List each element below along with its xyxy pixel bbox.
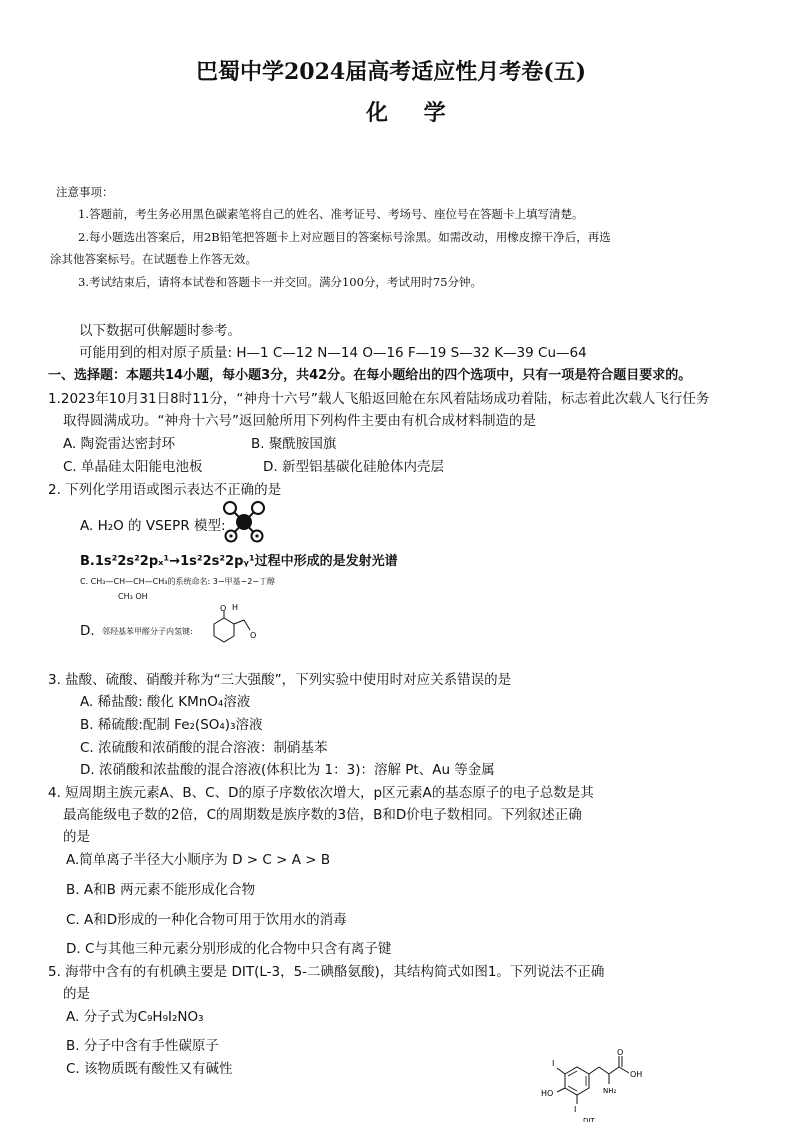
salicylaldehyde-structure xyxy=(200,603,260,648)
data-info-line1: 以下数据可供解题时参考。 xyxy=(79,323,241,339)
dit-i-top-label: I xyxy=(552,1059,555,1068)
dit-i-bottom-label: I xyxy=(574,1105,577,1114)
q1-option-b: B. 聚酰胺国旗 xyxy=(251,436,337,452)
q4-option-d: D. C与其他三种元素分别形成的化合物中只含有离子键 xyxy=(66,941,392,957)
section1-heading: 一、选择题：本题共14小题，每小题3分，共42分。在每小题给出的四个选项中，只有一项是符合题目要求的。 xyxy=(48,368,692,383)
dit-o-label: O xyxy=(617,1048,624,1057)
q2-option-b: B.1s²2s²2pₓ¹→1s²2s²2pᵧ¹过程中形成的是发射光谱 xyxy=(80,554,398,569)
q5-option-a: A. 分子式为C₉H₉I₂NO₃ xyxy=(66,1009,204,1025)
notes-heading: 注意事项： xyxy=(56,185,114,199)
q2-option-a: A. H₂O 的 VSEPR 模型: xyxy=(80,518,226,534)
note-item-2: 2.每小题选出答案后，用2B铅笔把答题卡上对应题目的答案标号涂黑。如需改动，用橡皮擦干净后，再选 xyxy=(78,230,611,244)
dit-nh2-label: NH₂ xyxy=(603,1087,617,1095)
exam-title: 巴蜀中学2024届高考适应性月考卷(五) xyxy=(196,59,587,85)
salicylaldehyde-o-label: O xyxy=(220,604,227,613)
subject-title: 化 学 xyxy=(366,100,460,126)
note-item-2-cont: 涂其他答案标号。在试题卷上作答无效。 xyxy=(50,252,257,266)
q1-stem: 1.2023年10月31日8时11分，“神舟十六号”载人飞船返回舱在东风着陆场成功着陆，标志着此次载人飞行任务 xyxy=(48,391,710,407)
q4-stem: 4. 短周期主族元素A、B、C、D的原子序数依次增大，p区元素A的基态原子的电子总数是其 xyxy=(48,785,594,801)
q4-option-b: B. A和B 两元素不能形成化合物 xyxy=(66,882,256,898)
dit-caption: DIT xyxy=(583,1117,595,1122)
dit-oh-label: OH xyxy=(630,1070,643,1079)
q2-option-d: D. xyxy=(80,623,95,639)
q4-stem-cont1: 最高能级电子数的2倍，C的周期数是族序数的3倍，B和D价电子数相同。下列叙述正确 xyxy=(63,807,582,823)
q3-option-a: A. 稀盐酸: 酸化 KMnO₄溶液 xyxy=(80,694,251,710)
q1-option-d: D. 新型铝基碳化硅舱体内壳层 xyxy=(263,459,444,475)
q2-option-c-substituents: CH₃ OH xyxy=(118,592,148,601)
vsepr-water-model-diagram xyxy=(223,500,265,544)
q3-stem: 3. 盐酸、硫酸、硝酸并称为“三大强酸”，下列实验中使用时对应关系错误的是 xyxy=(48,672,512,688)
salicylaldehyde-aldehyde-o-label: O xyxy=(250,631,257,640)
q1-option-c: C. 单晶硅太阳能电池板 xyxy=(63,459,203,475)
q4-option-a: A.简单离子半径大小顺序为 D > C > A > B xyxy=(66,852,331,868)
q4-stem-cont2: 的是 xyxy=(63,829,90,845)
q3-option-c: C. 浓硫酸和浓硝酸的混合溶液：制硝基苯 xyxy=(80,740,328,756)
q4-option-c: C. A和D形成的一种化合物可用于饮用水的消毒 xyxy=(66,912,347,928)
q2-option-d-label: 邻羟基苯甲醛分子内氢键: xyxy=(102,627,193,636)
q5-option-c: C. 该物质既有酸性又有碱性 xyxy=(66,1061,233,1077)
data-info-line2: 可能用到的相对原子质量: H—1 C—12 N—14 O—16 F—19 S—32 K—39 Cu—64 xyxy=(79,345,587,361)
q5-option-b: B. 分子中含有手性碳原子 xyxy=(66,1038,219,1054)
q5-stem: 5. 海带中含有的有机碘主要是 DIT(L-3，5-二碘酪氨酸)，其结构简式如图1。下列说法不正确 xyxy=(48,964,605,980)
q2-stem: 2. 下列化学用语或图示表达不正确的是 xyxy=(48,482,282,498)
note-item-1: 1.答题前，考生务必用黑色碳素笔将自己的姓名、准考证号、考场号、座位号在答题卡上填写清楚。 xyxy=(78,207,584,221)
q3-option-d: D. 浓硝酸和浓盐酸的混合溶液(体积比为 1：3)：溶解 Pt、Au 等金属 xyxy=(80,762,495,778)
dit-structure-diagram xyxy=(535,1048,685,1122)
q1-option-a: A. 陶瓷雷达密封环 xyxy=(63,436,176,452)
q1-stem-cont: 取得圆满成功。“神舟十六号”返回舱所用下列构件主要由有机合成材料制造的是 xyxy=(63,413,536,429)
q3-option-b: B. 稀硫酸:配制 Fe₂(SO₄)₃溶液 xyxy=(80,717,263,733)
q5-stem-cont: 的是 xyxy=(63,986,90,1002)
dit-ho-label: HO xyxy=(541,1089,554,1098)
salicylaldehyde-h-label: H xyxy=(232,603,239,612)
q2-option-c: C. CH₃—CH—CH—CH₃的系统命名: 3−甲基−2−丁醇 xyxy=(80,577,276,586)
note-item-3: 3.考试结束后，请将本试卷和答题卡一并交回。满分100分，考试用时75分钟。 xyxy=(78,275,483,289)
